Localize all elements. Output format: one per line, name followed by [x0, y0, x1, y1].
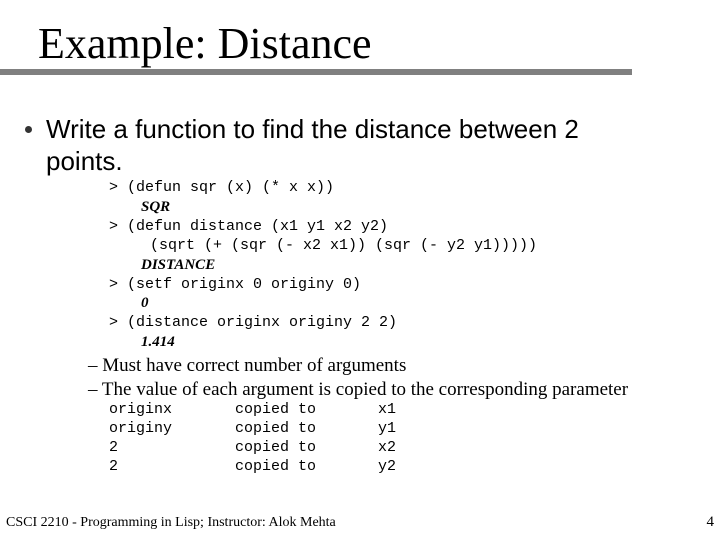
title-rule — [0, 69, 632, 75]
code-line: > (distance originx originy 2 2) — [109, 314, 398, 331]
table-cell-param: y2 — [378, 458, 397, 475]
table-cell-verb: copied to — [235, 439, 317, 456]
slide-title: Example: Distance — [38, 19, 372, 68]
code-result: 0 — [141, 295, 149, 311]
code-result: SQR — [141, 199, 171, 215]
sub-point: – Must have correct number of arguments — [88, 355, 407, 376]
bullet-text: Write a function to find the distance between 2 points. — [46, 114, 579, 176]
code-line: > (defun sqr (x) (* x x)) — [109, 179, 335, 196]
table-cell-param: y1 — [378, 420, 397, 437]
table-cell-verb: copied to — [235, 401, 317, 418]
table-cell-arg: 2 — [109, 458, 119, 475]
table-cell-arg: originy — [109, 420, 173, 437]
table-cell-verb: copied to — [235, 420, 317, 437]
sub-point: – The value of each argument is copied to the corresponding parameter — [88, 379, 629, 400]
bullet-dot-icon — [25, 126, 32, 133]
table-cell-param: x2 — [378, 439, 397, 456]
code-result: DISTANCE — [141, 257, 216, 273]
table-cell-verb: copied to — [235, 458, 317, 475]
code-continuation: (sqrt (+ (sqr (- x2 x1)) (sqr (- y2 y1))))) — [150, 237, 538, 254]
code-line: > (defun distance (x1 y1 x2 y2) — [109, 218, 389, 235]
slide-footer: CSCI 2210 - Programming in Lisp; Instructor: Alok Mehta — [6, 515, 336, 530]
code-result: 1.414 — [141, 334, 175, 350]
table-cell-arg: 2 — [109, 439, 119, 456]
table-cell-param: x1 — [378, 401, 397, 418]
page-number: 4 — [706, 514, 714, 530]
code-line: > (setf originx 0 originy 0) — [109, 276, 362, 293]
table-cell-arg: originx — [109, 401, 173, 418]
